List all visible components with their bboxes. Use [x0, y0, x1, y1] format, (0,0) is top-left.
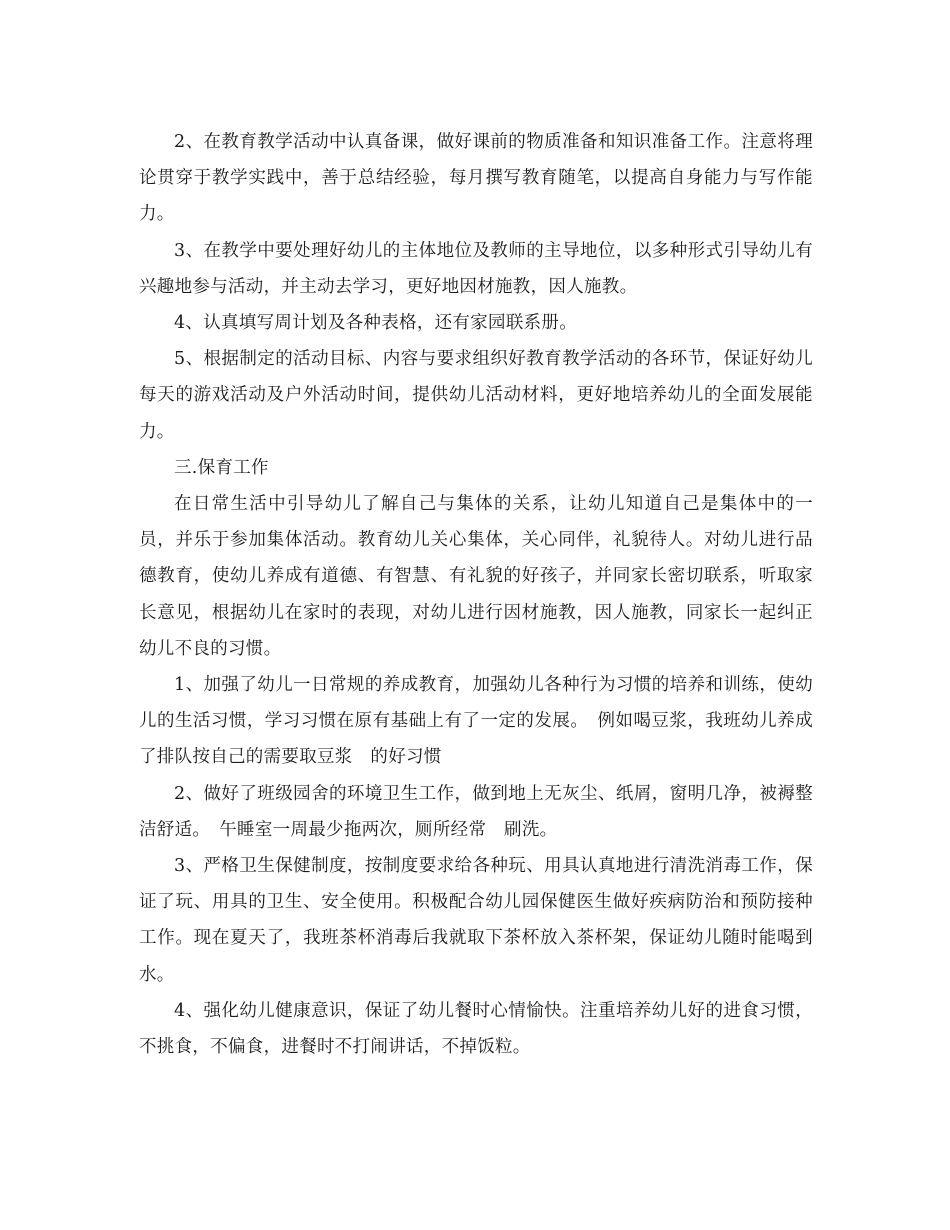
- paragraph-teaching-item-3: 3、在教学中要处理好幼儿的主体地位及教师的主导地位，以多种形式引导幼儿有兴趣地参与活动，并主动去学习，更好地因材施教，因人施教。: [139, 240, 813, 297]
- section-heading-care-work: 三.保育工作: [174, 457, 269, 478]
- paragraph-care-intro: 在日常生活中引导幼儿了解自己与集体的关系，让幼儿知道自己是集体中的一员，并乐于参加集体活动。教育幼儿关心集体，关心同伴，礼貌待人。对幼儿进行品德教育，使幼儿养成有道德、有智慧、有礼貌的好孩子，并同家长密切联系，听取家长意见，根据幼儿在家时的表现，对幼儿进行因材施教，因人施教，同家长一起纠正幼儿不良的习惯。: [139, 494, 813, 659]
- paragraph-care-item-2: 2、做好了班级园舍的环境卫生工作，做到地上无灰尘、纸屑，窗明几净，被褥整洁舒适。 午睡室一周最少拖两次，厕所经常 刷洗。: [139, 783, 813, 840]
- paragraph-care-item-4: 4、强化幼儿健康意识，保证了幼儿餐时心情愉快。注重培养幼儿好的进食习惯，不挑食，不偏食，进餐时不打闹讲话，不掉饭粒。: [139, 1000, 813, 1058]
- paragraph-care-item-1: 1、加强了幼儿一日常规的养成教育，加强幼儿各种行为习惯的培养和训练，使幼儿的生活习惯，学习习惯在原有基础上有了一定的发展。 例如喝豆浆，我班幼儿养成了排队按自己的需要取豆浆 的好习惯: [139, 675, 813, 768]
- paragraph-teaching-item-2: 2、在教育教学活动中认真备课，做好课前的物质准备和知识准备工作。注意将理论贯穿于教学实践中，善于总结经验，每月撰写教育随笔，以提高自身能力与写作能力。: [139, 132, 813, 225]
- paragraph-care-item-3: 3、严格卫生保健制度，按制度要求给各种玩、用具认真地进行清洗消毒工作，保证了玩、用具的卫生、安全使用。积极配合幼儿园保健医生做好疾病防治和预防接种工作。现在夏天了，我班茶杯消毒后我就取下茶杯放入茶杯架，保证幼儿随时能喝到水。: [139, 856, 813, 985]
- paragraph-teaching-item-4: 4、认真填写周计划及各种表格，还有家园联系册。: [174, 313, 578, 334]
- document-body: [139, 124, 813, 1065]
- paragraph-teaching-item-5: 5、根据制定的活动目标、内容与要求组织好教育教学活动的各环节，保证好幼儿每天的游戏活动及户外活动时间，提供幼儿活动材料，更好地培养幼儿的全面发展能力。: [139, 349, 813, 442]
